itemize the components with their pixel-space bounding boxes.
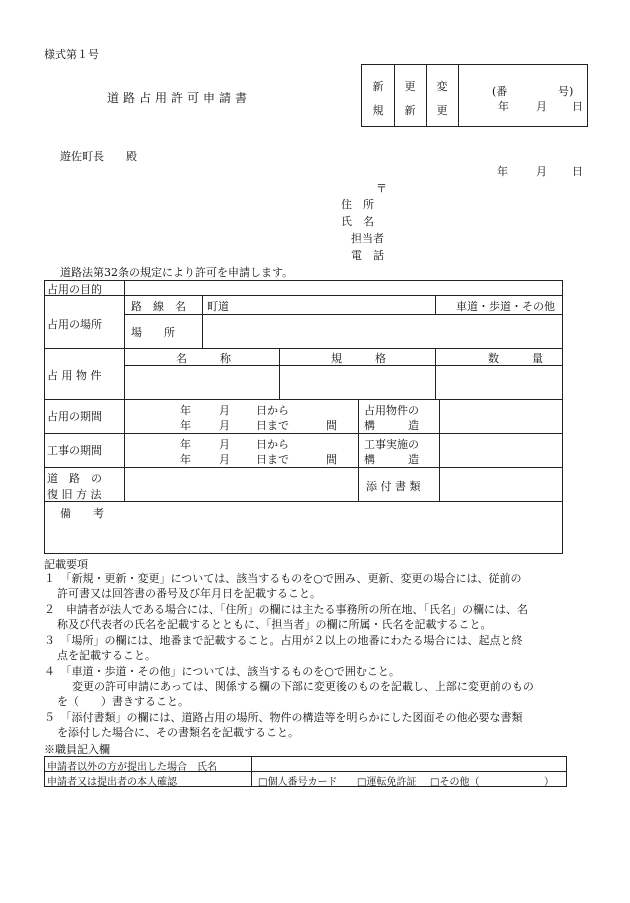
- location-label: 占用の場所: [47, 318, 102, 331]
- postal-mark: 〒: [376, 182, 387, 195]
- restore-label-2: 復 旧 方 法: [47, 488, 102, 501]
- other-id-checkbox[interactable]: □その他（: [430, 777, 480, 788]
- form-number: 様式第１号: [44, 48, 99, 61]
- object-spec-header: 規 格: [331, 352, 386, 365]
- structure-label-1b: 構 造: [364, 419, 419, 432]
- note-line: ２ 申請者が法人である場合には、「住所」の欄には主たる事務所の所在地、「氏名」の欄には、名: [44, 603, 528, 616]
- note-line: ３ 「場所」の欄には、地番まで記載すること。占用が２以上の地番にわたる場合には、起点と終: [44, 634, 523, 647]
- attachments-label: 添 付 書 類: [366, 480, 421, 493]
- form-title: 道路占用許可申請書: [107, 91, 252, 105]
- date-month: 月: [536, 165, 547, 178]
- restore-label-1: 道 路 の: [47, 472, 102, 485]
- addressee: 遊佐町長 殿: [60, 150, 137, 163]
- period-duration: 間: [326, 419, 337, 432]
- identity-check-label: 申請者又は提出者の本人確認: [47, 777, 177, 788]
- note-line: ４ 「車道・歩道・その他」については、該当するものを○で囲むこと。: [44, 665, 400, 678]
- drivers-license-checkbox[interactable]: □運転免許証: [357, 777, 417, 788]
- route-label: 路 線 名: [131, 300, 186, 313]
- notes-heading: 記載要項: [44, 558, 88, 571]
- prior-date-year: 年: [498, 100, 509, 113]
- note-line: １ 「新規・更新・変更」については、該当するものを○で囲み、更新、変更の場合には、従前の: [44, 572, 522, 585]
- work-to-day: 日まで: [256, 453, 289, 466]
- work-from-month: 月: [219, 438, 230, 451]
- new-label-top[interactable]: 新: [372, 80, 384, 93]
- note-line: を添付した場合に、その書類名を記載すること。: [57, 726, 299, 739]
- date-day: 日: [572, 165, 583, 178]
- note-line: を（ ）書きすること。: [57, 695, 189, 708]
- date-year: 年: [497, 165, 508, 178]
- purpose-field[interactable]: [126, 282, 560, 294]
- object-spec-field[interactable]: [281, 367, 433, 397]
- change-type-box: [361, 64, 588, 127]
- change-label-top[interactable]: 変: [436, 80, 448, 93]
- submitter-name-label: 申請者以外の方が提出した場合 氏名: [47, 762, 217, 773]
- address-label: 住 所: [341, 198, 374, 211]
- restore-method-field[interactable]: [126, 469, 356, 499]
- prior-number-open: (番: [492, 85, 508, 98]
- remarks-field[interactable]: [46, 520, 560, 551]
- route-value[interactable]: 町道: [207, 300, 229, 313]
- prior-date-day: 日: [572, 100, 583, 113]
- road-type-options[interactable]: 車道・歩道・その他: [456, 300, 555, 313]
- change-label-bottom[interactable]: 更: [436, 104, 448, 117]
- object-label: 占 用 物 件: [47, 369, 102, 382]
- name-label: 氏 名: [341, 215, 374, 228]
- note-line: ５ 「添付書類」の欄には、道路占用の場所、物件の構造等を明らかにした図面その他必要な書類: [44, 711, 523, 724]
- work-to-year: 年: [180, 453, 191, 466]
- attachments-field[interactable]: [441, 469, 560, 499]
- statement: 道路法第32条の規定により許可を申請します。: [60, 266, 294, 279]
- structure-label-2a: 工事実施の: [364, 438, 419, 451]
- new-label-bottom[interactable]: 規: [372, 104, 384, 117]
- place-label: 場 所: [131, 326, 175, 339]
- phone-label: 電 話: [351, 249, 384, 262]
- period-from-day: 日から: [256, 404, 289, 417]
- object-name-header: 名 称: [176, 352, 231, 365]
- submitter-name-field[interactable]: [253, 757, 565, 770]
- period-from-year: 年: [180, 404, 191, 417]
- note-line: 称及び代表者の氏名を記載するとともに、「担当者」の欄に所属・氏名を記載すること。: [57, 618, 492, 631]
- work-duration: 間: [326, 453, 337, 466]
- staff-heading: ※職員記入欄: [44, 743, 110, 756]
- structure-label-1a: 占用物件の: [364, 404, 419, 417]
- other-id-close: ）: [544, 777, 554, 788]
- note-line: 許可書又は回答書の番号及び年月日を記載すること。: [57, 587, 321, 600]
- structure-label-2b: 構 造: [364, 453, 419, 466]
- id-card-checkbox[interactable]: □個人番号カード: [258, 777, 338, 788]
- contact-label: 担当者: [351, 232, 384, 245]
- period-to-month: 月: [219, 419, 230, 432]
- work-from-day: 日から: [256, 438, 289, 451]
- note-line: 点を記載すること。: [57, 649, 156, 662]
- object-name-field[interactable]: [126, 367, 277, 397]
- purpose-label: 占用の目的: [47, 283, 102, 296]
- period-to-day: 日まで: [256, 419, 289, 432]
- period-label: 占用の期間: [47, 410, 102, 423]
- object-qty-field[interactable]: [437, 367, 560, 397]
- period-to-year: 年: [180, 419, 191, 432]
- structure-field-2[interactable]: [441, 435, 560, 465]
- work-from-year: 年: [180, 438, 191, 451]
- object-qty-header: 数 量: [488, 352, 543, 365]
- renew-label-top[interactable]: 更: [404, 80, 416, 93]
- renew-label-bottom[interactable]: 新: [404, 104, 416, 117]
- remarks-label: 備 考: [60, 507, 104, 520]
- prior-number-close: 号): [558, 85, 574, 98]
- prior-date-month: 月: [536, 100, 547, 113]
- work-period-label: 工事の期間: [47, 444, 102, 457]
- period-from-month: 月: [219, 404, 230, 417]
- place-field[interactable]: [204, 316, 560, 346]
- work-to-month: 月: [219, 453, 230, 466]
- structure-field-1[interactable]: [441, 401, 560, 431]
- note-line: 変更の許可申請にあっては、関係する欄の下部に変更後のものを記載し、上部に変更前のもの: [72, 680, 534, 693]
